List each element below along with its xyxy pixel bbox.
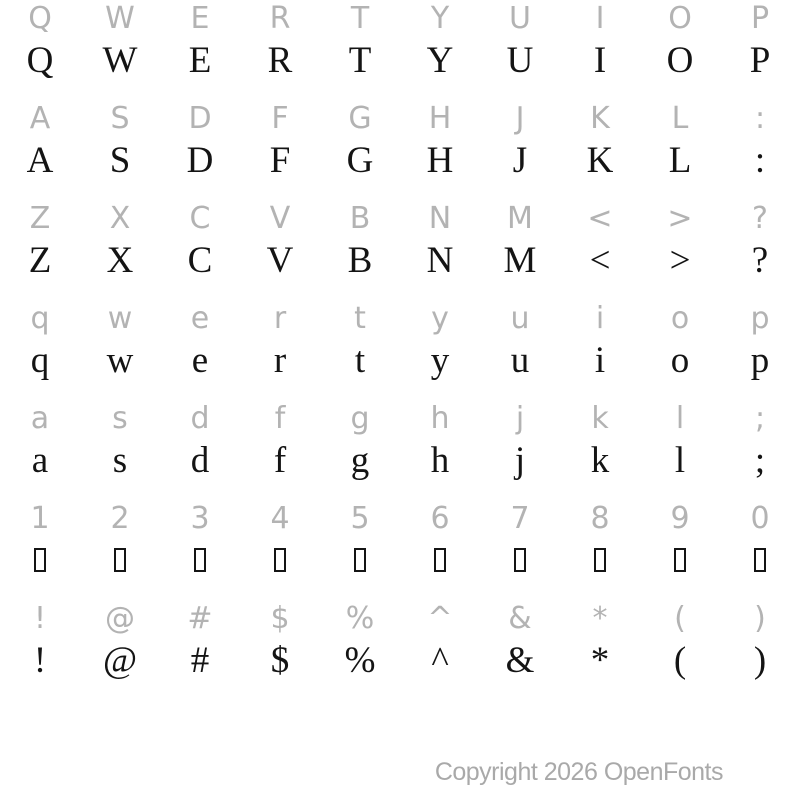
reference-glyph: 2 — [110, 501, 130, 536]
reference-glyph: R — [269, 1, 291, 36]
specimen-glyph: ^ — [431, 640, 449, 681]
reference-glyph: L — [671, 101, 689, 136]
specimen-glyph: L — [668, 140, 692, 181]
reference-glyph: < — [587, 201, 613, 236]
reference-glyph: A — [29, 101, 51, 136]
reference-glyph: E — [190, 1, 210, 36]
specimen-glyph: Y — [426, 40, 454, 81]
reference-glyph: s — [112, 401, 128, 436]
specimen-glyph: j — [514, 440, 526, 481]
specimen-glyph: % — [344, 640, 376, 681]
reference-glyph: H — [428, 101, 452, 136]
specimen-glyph: a — [31, 440, 49, 481]
reference-glyph: O — [668, 1, 692, 36]
reference-line — [0, 600, 800, 638]
specimen-glyph-cell — [80, 538, 160, 600]
specimen-glyph: S — [109, 140, 131, 181]
specimen-glyph: V — [266, 240, 294, 281]
missing-glyph-box-icon — [34, 548, 46, 572]
reference-glyph: p — [750, 301, 770, 336]
reference-glyph: F — [271, 101, 289, 136]
specimen-glyph: p — [750, 340, 770, 381]
missing-glyph-box-icon — [594, 548, 606, 572]
character-row-uppercase-top-row — [0, 0, 800, 100]
reference-glyph: D — [188, 101, 212, 136]
reference-line — [0, 200, 800, 238]
specimen-glyph: d — [190, 440, 210, 481]
specimen-glyph-cell — [720, 538, 800, 600]
specimen-glyph: U — [506, 40, 534, 81]
specimen-glyph-cell — [560, 538, 640, 600]
character-row-symbols-row — [0, 600, 800, 700]
reference-glyph: ) — [754, 601, 766, 636]
reference-glyph: f — [274, 401, 286, 436]
specimen-line — [0, 38, 800, 100]
reference-glyph: ? — [752, 201, 768, 236]
reference-line — [0, 500, 800, 538]
specimen-glyph: $ — [270, 640, 290, 681]
reference-glyph: l — [675, 401, 685, 436]
reference-glyph: 6 — [430, 501, 450, 536]
reference-glyph: d — [190, 401, 210, 436]
character-row-lowercase-top-row — [0, 300, 800, 400]
reference-glyph: ( — [674, 601, 686, 636]
missing-glyph-box-icon — [274, 548, 286, 572]
reference-glyph: 7 — [510, 501, 530, 536]
reference-glyph: $ — [270, 601, 290, 636]
specimen-glyph: e — [191, 340, 209, 381]
reference-glyph: i — [595, 301, 605, 336]
specimen-glyph: M — [503, 240, 537, 281]
specimen-glyph: h — [430, 440, 450, 481]
reference-glyph: Y — [430, 1, 450, 36]
reference-glyph: q — [30, 301, 50, 336]
reference-glyph: X — [109, 201, 131, 236]
specimen-glyph-cell — [400, 538, 480, 600]
reference-glyph: 0 — [750, 501, 770, 536]
reference-glyph: U — [509, 1, 531, 36]
missing-glyph-box-icon — [354, 548, 366, 572]
specimen-glyph: T — [348, 40, 372, 81]
reference-glyph: : — [754, 101, 766, 136]
reference-glyph: j — [515, 401, 525, 436]
missing-glyph-box-icon — [434, 548, 446, 572]
specimen-glyph: H — [426, 140, 454, 181]
specimen-glyph: s — [112, 440, 128, 481]
character-row-digits-row — [0, 500, 800, 600]
reference-glyph: N — [428, 201, 452, 236]
specimen-glyph: ; — [754, 440, 766, 481]
reference-glyph: W — [105, 1, 135, 36]
reference-glyph: > — [667, 201, 693, 236]
reference-glyph: G — [348, 101, 372, 136]
specimen-glyph-cell — [320, 538, 400, 600]
reference-glyph: 4 — [270, 501, 290, 536]
specimen-glyph: G — [346, 140, 374, 181]
reference-glyph: e — [190, 301, 210, 336]
reference-glyph: h — [430, 401, 450, 436]
reference-glyph: B — [349, 201, 371, 236]
reference-glyph: a — [30, 401, 50, 436]
character-row-uppercase-bottom-row — [0, 200, 800, 300]
specimen-glyph: C — [187, 240, 213, 281]
reference-glyph: o — [670, 301, 690, 336]
specimen-line — [0, 438, 800, 500]
reference-glyph: S — [110, 101, 130, 136]
reference-glyph: r — [273, 301, 287, 336]
reference-glyph: I — [595, 1, 605, 36]
reference-glyph: % — [345, 601, 375, 636]
specimen-glyph: ( — [673, 640, 687, 681]
reference-glyph: * — [592, 601, 608, 636]
specimen-glyph: Z — [28, 240, 52, 281]
specimen-glyph: W — [102, 40, 138, 81]
specimen-glyph: i — [594, 340, 606, 381]
reference-line — [0, 400, 800, 438]
reference-glyph: Q — [28, 1, 52, 36]
missing-glyph-box-icon — [674, 548, 686, 572]
specimen-glyph: @ — [102, 640, 138, 681]
specimen-glyph: f — [273, 440, 287, 481]
character-row-uppercase-home-row — [0, 100, 800, 200]
reference-glyph: # — [187, 601, 213, 636]
reference-glyph: J — [515, 101, 525, 136]
specimen-glyph: D — [186, 140, 214, 181]
specimen-glyph: ? — [751, 240, 769, 281]
reference-glyph: g — [350, 401, 370, 436]
specimen-glyph: E — [188, 40, 212, 81]
reference-glyph: ! — [33, 601, 47, 636]
reference-line — [0, 300, 800, 338]
specimen-glyph: k — [590, 440, 610, 481]
reference-line — [0, 100, 800, 138]
reference-glyph: P — [750, 1, 770, 36]
specimen-glyph: X — [106, 240, 134, 281]
reference-glyph: 3 — [190, 501, 210, 536]
reference-glyph: u — [510, 301, 530, 336]
specimen-glyph: r — [273, 340, 287, 381]
reference-glyph: V — [269, 201, 291, 236]
missing-glyph-box-icon — [194, 548, 206, 572]
specimen-glyph: A — [26, 140, 54, 181]
specimen-line — [0, 338, 800, 400]
reference-glyph: y — [431, 301, 449, 336]
specimen-glyph: q — [30, 340, 50, 381]
specimen-glyph: P — [749, 40, 771, 81]
specimen-glyph: < — [589, 240, 611, 281]
specimen-glyph-cell — [640, 538, 720, 600]
specimen-glyph-cell — [160, 538, 240, 600]
specimen-glyph: ! — [33, 640, 47, 681]
specimen-glyph: y — [430, 340, 450, 381]
reference-glyph: ^ — [427, 601, 453, 636]
specimen-glyph: R — [267, 40, 293, 81]
missing-glyph-box-icon — [754, 548, 766, 572]
specimen-glyph: O — [666, 40, 694, 81]
specimen-glyph: g — [350, 440, 370, 481]
specimen-glyph-cell — [480, 538, 560, 600]
reference-glyph: @ — [105, 601, 135, 636]
reference-glyph: k — [591, 401, 609, 436]
missing-glyph-box-icon — [114, 548, 126, 572]
specimen-glyph: & — [505, 640, 535, 681]
specimen-glyph: t — [354, 340, 366, 381]
specimen-glyph: # — [190, 640, 210, 681]
reference-glyph: w — [107, 301, 133, 336]
specimen-glyph: F — [269, 140, 291, 181]
specimen-glyph: ) — [753, 640, 767, 681]
reference-glyph: C — [189, 201, 211, 236]
specimen-glyph-cell — [0, 538, 80, 600]
specimen-glyph: I — [593, 40, 607, 81]
reference-glyph: 8 — [590, 501, 610, 536]
specimen-glyph: N — [426, 240, 454, 281]
reference-glyph: ; — [754, 401, 766, 436]
reference-glyph: 1 — [30, 501, 50, 536]
specimen-glyph: > — [669, 240, 691, 281]
reference-glyph: Z — [29, 201, 51, 236]
specimen-line — [0, 538, 800, 600]
specimen-glyph: * — [590, 640, 610, 681]
specimen-glyph: u — [510, 340, 530, 381]
specimen-line — [0, 638, 800, 700]
missing-glyph-box-icon — [514, 548, 526, 572]
specimen-glyph: B — [347, 240, 373, 281]
specimen-glyph: : — [754, 140, 766, 181]
specimen-line — [0, 238, 800, 300]
copyright-text: Copyright 2026 OpenFonts — [434, 758, 723, 786]
specimen-glyph: w — [106, 340, 134, 381]
specimen-glyph: o — [670, 340, 690, 381]
specimen-glyph: K — [586, 140, 614, 181]
specimen-glyph: Q — [26, 40, 54, 81]
specimen-glyph-cell — [240, 538, 320, 600]
reference-glyph: T — [350, 1, 370, 36]
reference-glyph: M — [507, 201, 533, 236]
character-row-lowercase-home-row — [0, 400, 800, 500]
reference-glyph: t — [354, 301, 366, 336]
reference-glyph: K — [590, 101, 610, 136]
specimen-line — [0, 138, 800, 200]
specimen-glyph: l — [674, 440, 686, 481]
reference-glyph: 5 — [350, 501, 370, 536]
reference-glyph: & — [508, 601, 532, 636]
specimen-glyph: J — [512, 140, 528, 181]
reference-glyph: 9 — [670, 501, 690, 536]
reference-line — [0, 0, 800, 38]
